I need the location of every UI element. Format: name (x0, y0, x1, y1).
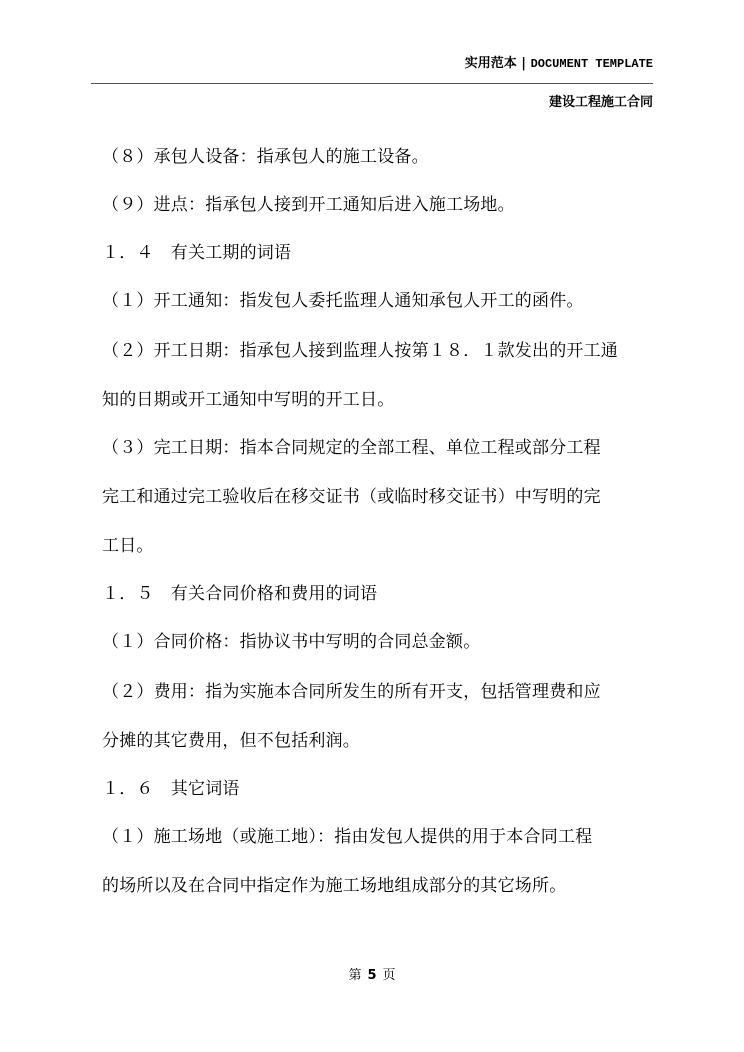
paragraph-line: （１）施工场地（或施工地）：指由发包人提供的用于本合同工程 (102, 827, 593, 847)
header-doc-title: 建设工程施工合同 (548, 95, 653, 110)
header-brand (465, 52, 653, 71)
paragraph-line: （１）开工通知：指发包人委托监理人通知承包人开工的函件。 (102, 291, 584, 311)
paragraph-line: 完工和通过完工验收后在移交证书（或临时移交证书）中写明的完 (102, 487, 601, 507)
section-heading: １．６ 其它词语 (102, 779, 240, 799)
header-template-label: DOCUMENT TEMPLATE (530, 57, 653, 71)
paragraph-line: （３）完工日期：指本合同规定的全部工程、单位工程或部分工程 (102, 438, 601, 458)
paragraph-line: （９）进点：指承包人接到开工通知后进入施工场地。 (102, 195, 515, 215)
page-number: 5 (367, 968, 377, 983)
paragraph-line: （１）合同价格：指协议书中写明的合同总金额。 (102, 632, 481, 652)
section-heading: １．４ 有关工期的词语 (102, 243, 292, 263)
paragraph-line: （２）开工日期：指承包人接到监理人按第１８．１款发出的开工通 (102, 341, 618, 361)
paragraph-line: （８）承包人设备：指承包人的施工设备。 (102, 147, 429, 167)
paragraph-line: 工日。 (102, 536, 154, 556)
page-footer (0, 964, 744, 983)
header-brand-text: 实用范本 | (464, 56, 531, 71)
paragraph-line: 的场所以及在合同中指定作为施工场地组成部分的其它场所。 (102, 876, 567, 896)
footer-prefix: 第 (348, 968, 362, 983)
section-heading: １．５ 有关合同价格和费用的词语 (102, 584, 378, 604)
footer-suffix: 页 (382, 968, 396, 983)
header-divider (91, 83, 653, 84)
paragraph-line: 分摊的其它费用，但不包括利润。 (102, 731, 360, 751)
paragraph-line: 知的日期或开工通知中写明的开工日。 (102, 390, 395, 410)
paragraph-line: （２）费用：指为实施本合同所发生的所有开支，包括管理费和应 (102, 682, 601, 702)
